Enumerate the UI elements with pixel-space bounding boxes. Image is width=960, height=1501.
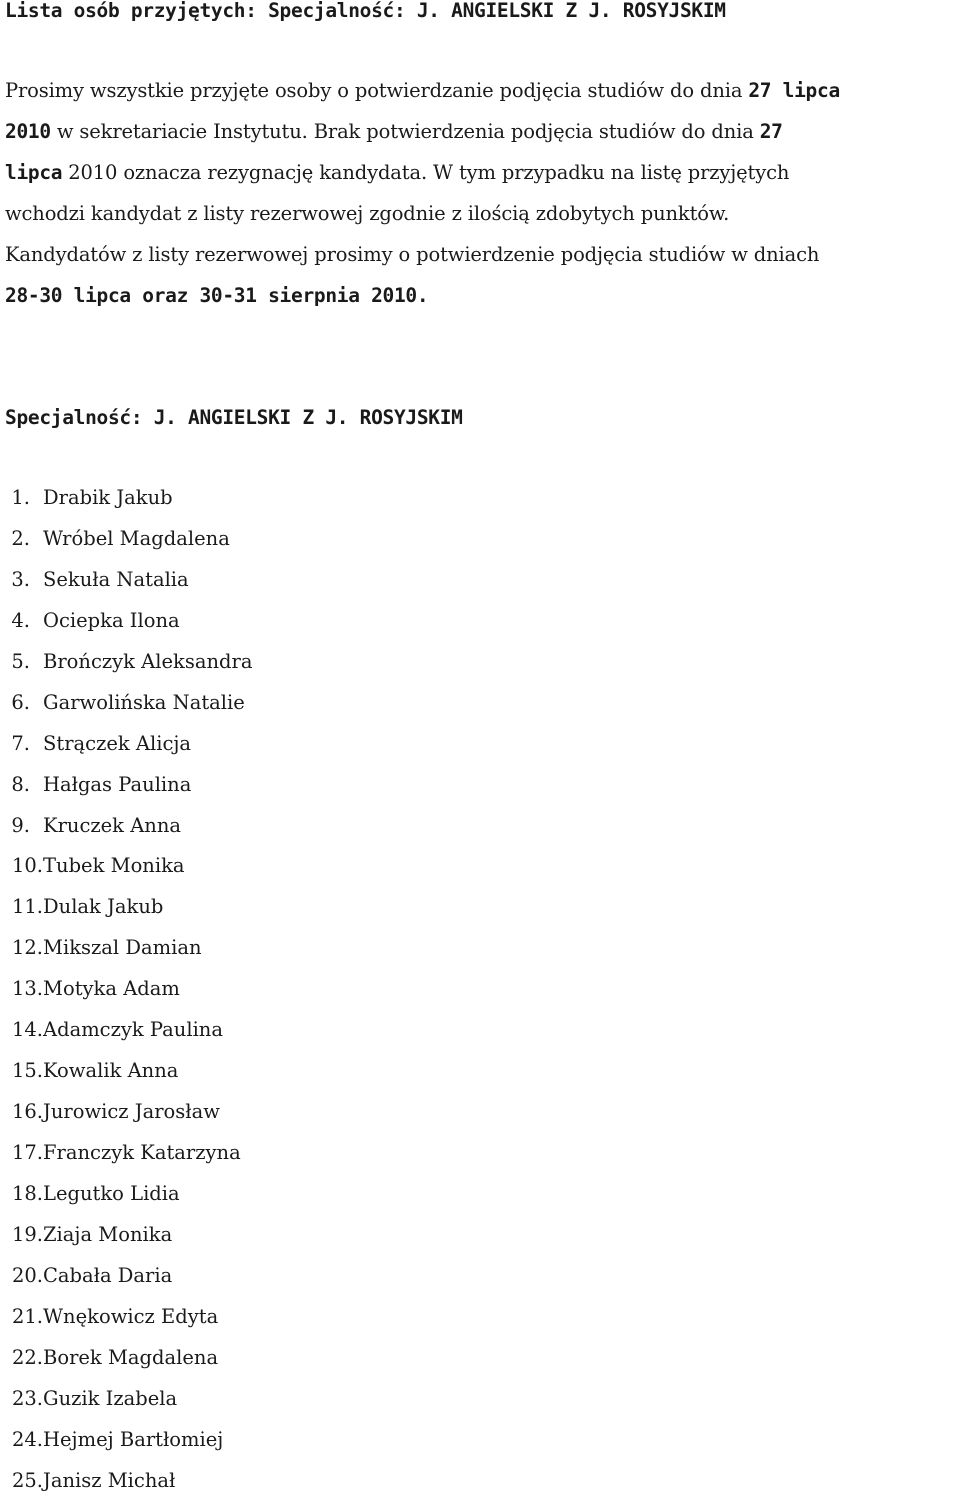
list-item [5, 601, 252, 642]
intro-text: Prosimy wszystkie przyjęte osoby o potwierdzanie podjęcia studiów do dnia [5, 79, 748, 102]
student-name: Strączek Alicja [43, 724, 191, 765]
list-item-number: 1. [5, 478, 43, 519]
list-item-number: 20. [5, 1256, 43, 1297]
list-item-number: 2. [5, 519, 43, 560]
intro-bold-text: 27 lipca [748, 79, 840, 102]
list-item-number: 15. [5, 1051, 43, 1092]
student-name: Drabik Jakub [43, 478, 173, 519]
list-item [5, 1133, 252, 1174]
list-item-number: 21. [5, 1297, 43, 1338]
list-item-number: 4. [5, 601, 43, 642]
list-item [5, 806, 252, 847]
student-name: Janisz Michał [43, 1461, 175, 1501]
list-item-number: 12. [5, 928, 43, 969]
document-title: Lista osób przyjętych: Specjalność: J. ANGIELSKI Z J. ROSYJSKIM [5, 0, 955, 22]
list-item [5, 1338, 252, 1379]
intro-line [5, 152, 955, 193]
student-name: Brończyk Aleksandra [43, 642, 252, 683]
list-item [5, 478, 252, 519]
intro-text: w sekretariacie Instytutu. Brak potwierdzenia podjęcia studiów do dnia [51, 120, 760, 143]
student-name: Garwolińska Natalie [43, 683, 245, 724]
student-name: Sekuła Natalia [43, 560, 189, 601]
list-item-number: 14. [5, 1010, 43, 1051]
student-name: Legutko Lidia [43, 1174, 180, 1215]
list-item [5, 1379, 252, 1420]
student-name: Tubek Monika [43, 846, 185, 887]
list-item [5, 560, 252, 601]
list-item-number: 8. [5, 765, 43, 806]
list-item [5, 642, 252, 683]
list-item-number: 10. [5, 846, 43, 887]
list-item [5, 887, 252, 928]
student-name: Kowalik Anna [43, 1051, 178, 1092]
student-name: Ziaja Monika [43, 1215, 172, 1256]
intro-paragraph [5, 70, 955, 316]
list-item-number: 5. [5, 642, 43, 683]
student-name: Jurowicz Jarosław [43, 1092, 220, 1133]
intro-bold-text: 2010 [5, 120, 51, 143]
student-name: Franczyk Katarzyna [43, 1133, 241, 1174]
student-name: Kruczek Anna [43, 806, 181, 847]
list-item [5, 1174, 252, 1215]
student-name: Borek Magdalena [43, 1338, 218, 1379]
list-item [5, 1256, 252, 1297]
student-name: Wnękowicz Edyta [43, 1297, 218, 1338]
list-item [5, 1010, 252, 1051]
list-item-number: 18. [5, 1174, 43, 1215]
list-item-number: 16. [5, 1092, 43, 1133]
student-name: Hejmej Bartłomiej [43, 1420, 223, 1461]
list-item-number: 9. [5, 806, 43, 847]
admitted-students-list [5, 478, 252, 1501]
list-item-number: 24. [5, 1420, 43, 1461]
list-item-number: 3. [5, 560, 43, 601]
list-item-number: 17. [5, 1133, 43, 1174]
student-name: Cabała Daria [43, 1256, 172, 1297]
intro-bold-text: 28-30 lipca oraz 30-31 sierpnia 2010. [5, 284, 428, 307]
student-name: Mikszal Damian [43, 928, 202, 969]
list-item [5, 1461, 252, 1501]
student-name: Hałgas Paulina [43, 765, 191, 806]
intro-text: 2010 oznacza rezygnację kandydata. W tym przypadku na listę przyjętych [62, 161, 789, 184]
document-page [5, 0, 955, 22]
list-item [5, 969, 252, 1010]
specialization-heading: Specjalność: J. ANGIELSKI Z J. ROSYJSKIM [5, 405, 463, 431]
list-item-number: 13. [5, 969, 43, 1010]
student-name: Wróbel Magdalena [43, 519, 230, 560]
intro-line [5, 193, 955, 234]
intro-text: wchodzi kandydat z listy rezerwowej zgodnie z ilością zdobytych punktów. [5, 202, 729, 225]
intro-line [5, 70, 955, 111]
list-item [5, 683, 252, 724]
student-name: Motyka Adam [43, 969, 180, 1010]
list-item-number: 6. [5, 683, 43, 724]
list-item [5, 1297, 252, 1338]
intro-line [5, 275, 955, 316]
list-item [5, 1420, 252, 1461]
intro-line [5, 111, 955, 152]
list-item-number: 7. [5, 724, 43, 765]
list-item-number: 11. [5, 887, 43, 928]
student-name: Dulak Jakub [43, 887, 163, 928]
list-item-number: 22. [5, 1338, 43, 1379]
intro-text: Kandydatów z listy rezerwowej prosimy o potwierdzenie podjęcia studiów w dniach [5, 243, 819, 266]
student-name: Ociepka Ilona [43, 601, 180, 642]
intro-bold-text: lipca [5, 161, 62, 184]
list-item [5, 1051, 252, 1092]
list-item [5, 1215, 252, 1256]
list-item [5, 928, 252, 969]
intro-line [5, 234, 955, 275]
list-item [5, 724, 252, 765]
student-name: Guzik Izabela [43, 1379, 177, 1420]
list-item [5, 519, 252, 560]
list-item [5, 765, 252, 806]
intro-bold-text: 27 [760, 120, 783, 143]
list-item [5, 846, 252, 887]
list-item-number: 23. [5, 1379, 43, 1420]
list-item-number: 25. [5, 1461, 43, 1501]
student-name: Adamczyk Paulina [43, 1010, 223, 1051]
list-item-number: 19. [5, 1215, 43, 1256]
list-item [5, 1092, 252, 1133]
